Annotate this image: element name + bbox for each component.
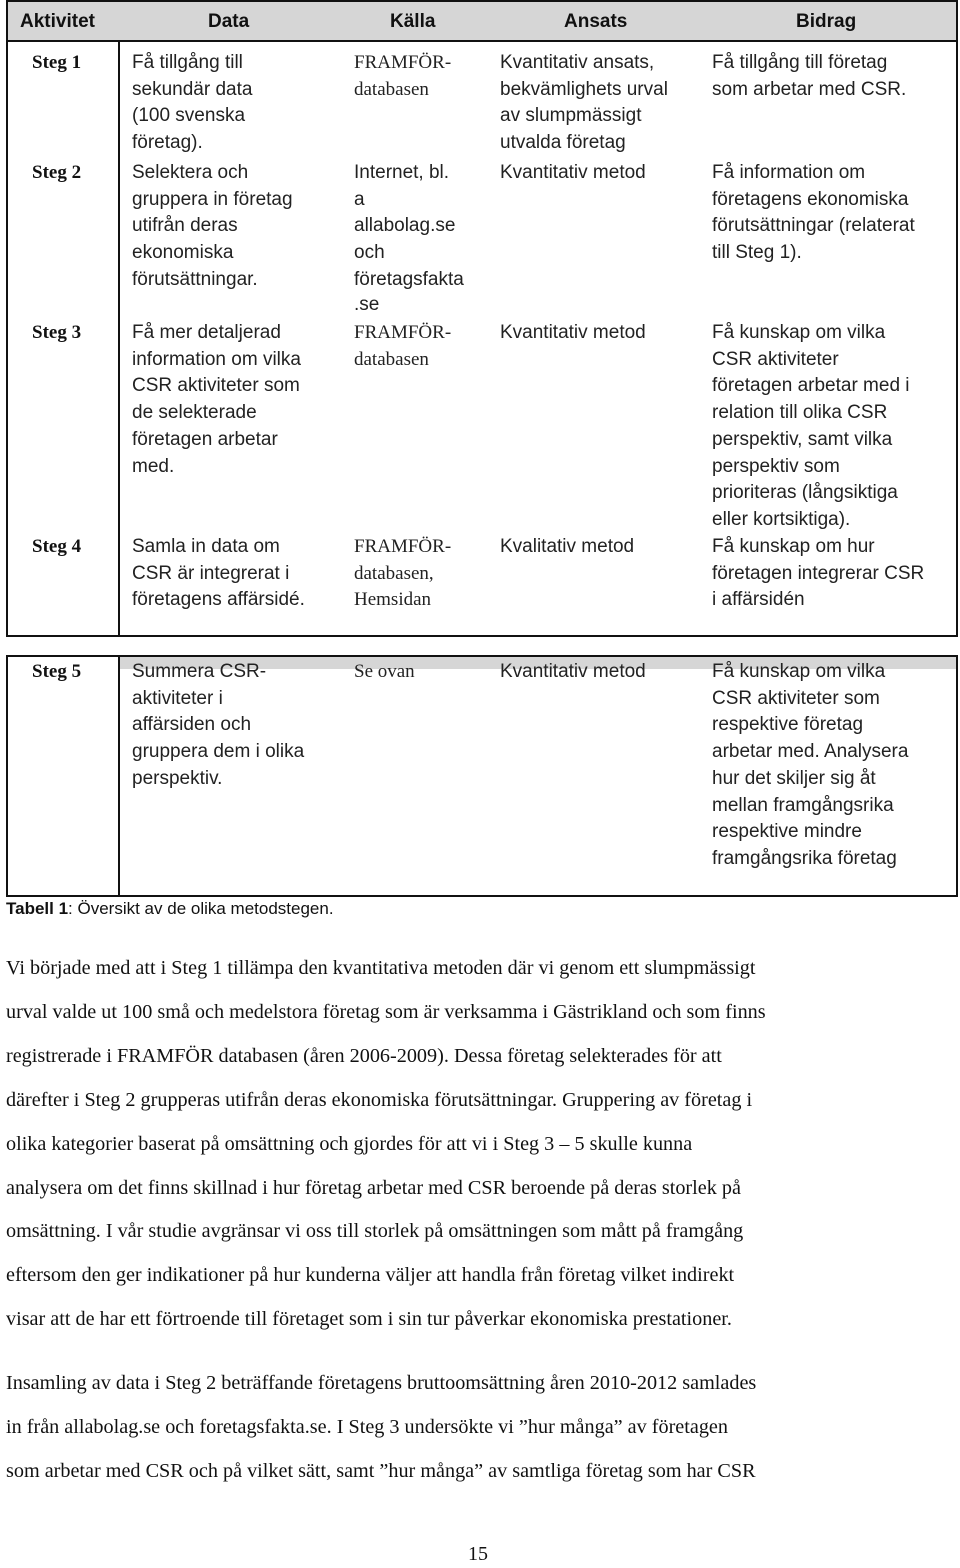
step-label: Steg 1: [32, 52, 82, 73]
cell-line: Få kunskap om hur: [712, 536, 875, 557]
cell-line: arbetar med. Analysera: [712, 741, 909, 763]
cell-line: databasen: [354, 78, 429, 100]
cell-line: Få mer detaljerad: [132, 322, 281, 343]
cell-line: CSR aktiviteter: [712, 348, 839, 370]
table-caption: [6, 899, 334, 919]
cell-line: perspektiv som: [712, 455, 840, 477]
cell-line: företagens ekonomiska: [712, 188, 909, 210]
cell-data: [132, 50, 332, 157]
cell-source: [354, 320, 451, 373]
cell-source: [354, 534, 451, 614]
cell-line: prioriteras (långsiktiga: [712, 482, 898, 504]
cell-line: till Steg 1).: [712, 242, 802, 264]
cell-approach: [500, 320, 646, 347]
header-kalla: Källa: [390, 11, 436, 32]
step-label: Steg 5: [32, 661, 82, 682]
cell-line: som arbetar med CSR.: [712, 78, 907, 100]
cell-line: företagens affärsidé.: [132, 589, 305, 611]
cell-line: .se: [354, 293, 380, 315]
cell-data: [132, 534, 305, 614]
paragraph-line: Vi började med att i Steg 1 tillämpa den kvantitativa metoden där vi genom ett slumpmässigt: [6, 957, 756, 979]
cell-line: relation till olika CSR: [712, 402, 888, 424]
paragraph-line: Insamling av data i Steg 2 beträffande företagens bruttoomsättning åren 2010-2012 samlades: [6, 1372, 757, 1394]
paragraph-line: registrerade i FRAMFÖR databasen (åren 2006-2009). Dessa företag selekterades för att: [6, 1044, 722, 1067]
cell-line: framgångsrika företag: [712, 847, 897, 869]
cell-line: Kvantitativ metod: [500, 162, 646, 183]
cell-line: Se ovan: [354, 661, 415, 682]
method-table: [6, 0, 958, 637]
cell-line: Få kunskap om vilka: [712, 322, 886, 343]
cell-source: [354, 160, 464, 316]
cell-line: perspektiv, samt vilka: [712, 428, 893, 450]
cell-line: Få tillgång till företag: [712, 52, 888, 73]
page-number: 15: [468, 1543, 488, 1565]
paragraph-line: analysera om det finns skillnad i hur företag arbetar med CSR beroende på deras storlek på: [6, 1176, 741, 1199]
cell-line: FRAMFÖR-: [354, 322, 452, 343]
cell-line: i affärsidén: [712, 589, 805, 611]
cell-data: [132, 659, 304, 793]
cell-line: (100 svenska: [132, 105, 246, 127]
cell-line: mellan framgångsrika: [712, 794, 894, 816]
cell-line: förutsättningar.: [132, 268, 258, 290]
cell-line: FRAMFÖR-: [354, 52, 452, 73]
cell-line: företag).: [132, 132, 203, 154]
caption-label: Tabell 1: [6, 899, 69, 918]
cell-line: Kvantitativ metod: [500, 661, 646, 682]
paragraph-line: urval valde ut 100 små och medelstora företag som är verksamma i Gästrikland och som finns: [6, 1000, 766, 1023]
header-bidrag: Bidrag: [796, 11, 857, 32]
cell-line: Hemsidan: [354, 589, 432, 611]
cell-approach: [500, 534, 634, 561]
paragraph-line: olika kategorier baserat på omsättning och gjordes för att vi i Steg 3 – 5 skulle kunna: [6, 1132, 693, 1155]
paragraph-line: som arbetar med CSR och på vilket sätt, samt ”hur många” av samtliga företag som har CSR: [6, 1459, 756, 1482]
cell-line: gruppera in företag: [132, 188, 293, 210]
cell-line: allabolag.se: [354, 215, 456, 237]
table-header-row: [8, 2, 956, 42]
cell-line: CSR aktiviteter som: [712, 687, 880, 709]
step-label: Steg 4: [32, 536, 82, 557]
cell-line: företagsfakta: [354, 268, 464, 290]
cell-line: ekonomiska: [132, 242, 234, 264]
cell-line: databasen,: [354, 562, 434, 584]
body-paragraph-1: [6, 947, 958, 1342]
cell-contribution: [712, 320, 910, 534]
caption-text: : Översikt av de olika metodstegen.: [68, 899, 334, 918]
step-label: Steg 2: [32, 162, 82, 183]
paragraph-line: eftersom den ger indikationer på hur kunderna väljer att handla från företag vilket indirekt: [6, 1264, 735, 1287]
cell-line: förutsättningar (relaterat: [712, 215, 915, 237]
cell-source: [354, 50, 451, 103]
paragraph-line: omsättning. I vår studie avgränsar vi oss till storlek på omsättningen som mått på framgång: [6, 1220, 744, 1243]
cell-line: FRAMFÖR-: [354, 536, 452, 557]
cell-line: perspektiv.: [132, 767, 223, 789]
column-divider: [118, 657, 120, 895]
cell-line: eller kortsiktiga).: [712, 508, 851, 530]
cell-approach: [500, 160, 646, 187]
cell-data: [132, 320, 301, 480]
cell-line: Samla in data om: [132, 536, 280, 557]
cell-line: bekvämlighets urval: [500, 78, 668, 100]
cell-line: utvalda företag: [500, 132, 626, 154]
cell-line: Få tillgång till: [132, 52, 243, 73]
cell-approach: [500, 50, 668, 157]
cell-line: respektive företag: [712, 714, 864, 736]
cell-line: och: [354, 242, 385, 264]
cell-line: aktiviteter i: [132, 687, 223, 709]
cell-line: CSR är integrerat i: [132, 562, 290, 584]
cell-line: a: [354, 188, 365, 210]
paragraph-line: därefter i Steg 2 grupperas utifrån deras ekonomiska förutsättningar. Gruppering av företag i: [6, 1088, 753, 1111]
cell-line: information om vilka: [132, 348, 301, 370]
cell-contribution: [712, 50, 906, 103]
cell-line: företagen integrerar CSR: [712, 562, 925, 584]
cell-contribution: [712, 659, 908, 873]
method-table-continued: [6, 655, 958, 897]
step-label: Steg 3: [32, 322, 82, 343]
cell-line: Kvantitativ metod: [500, 322, 646, 343]
cell-line: Få kunskap om vilka: [712, 661, 886, 682]
paragraph-line: visar att de har ett förtroende till företaget som i sin tur påverkar ekonomiska prestationer.: [6, 1308, 732, 1331]
cell-line: Internet, bl.: [354, 162, 450, 183]
cell-line: Kvantitativ ansats,: [500, 52, 655, 73]
cell-contribution: [712, 160, 915, 267]
cell-contribution: [712, 534, 924, 614]
body-paragraph-2: [6, 1362, 958, 1494]
cell-line: av slumpmässigt: [500, 105, 642, 127]
cell-line: företagen arbetar: [132, 428, 278, 450]
cell-source: [354, 659, 415, 686]
column-divider: [118, 40, 120, 635]
cell-line: hur det skiljer sig åt: [712, 767, 876, 789]
cell-line: Få information om: [712, 162, 866, 183]
cell-line: Kvalitativ metod: [500, 536, 635, 557]
cell-line: utifrån deras: [132, 215, 238, 237]
cell-line: respektive mindre: [712, 821, 862, 843]
cell-line: Summera CSR-: [132, 661, 267, 682]
cell-line: de selekterade: [132, 402, 257, 424]
cell-line: gruppera dem i olika: [132, 741, 305, 763]
cell-line: sekundär data: [132, 78, 253, 100]
cell-line: databasen: [354, 348, 429, 370]
header-ansats: Ansats: [564, 11, 628, 32]
cell-line: Selektera och: [132, 162, 249, 183]
cell-data: [132, 160, 293, 294]
paragraph-line: in från allabolag.se och foretagsfakta.se. I Steg 3 undersökte vi ”hur många” av företagen: [6, 1415, 728, 1438]
cell-line: företagen arbetar med i: [712, 375, 910, 397]
cell-line: CSR aktiviteter som: [132, 375, 300, 397]
cell-line: med.: [132, 455, 175, 477]
cell-line: affärsiden och: [132, 714, 252, 736]
cell-approach: [500, 659, 646, 686]
header-aktivitet: Aktivitet: [20, 11, 95, 32]
header-data: Data: [208, 11, 250, 32]
